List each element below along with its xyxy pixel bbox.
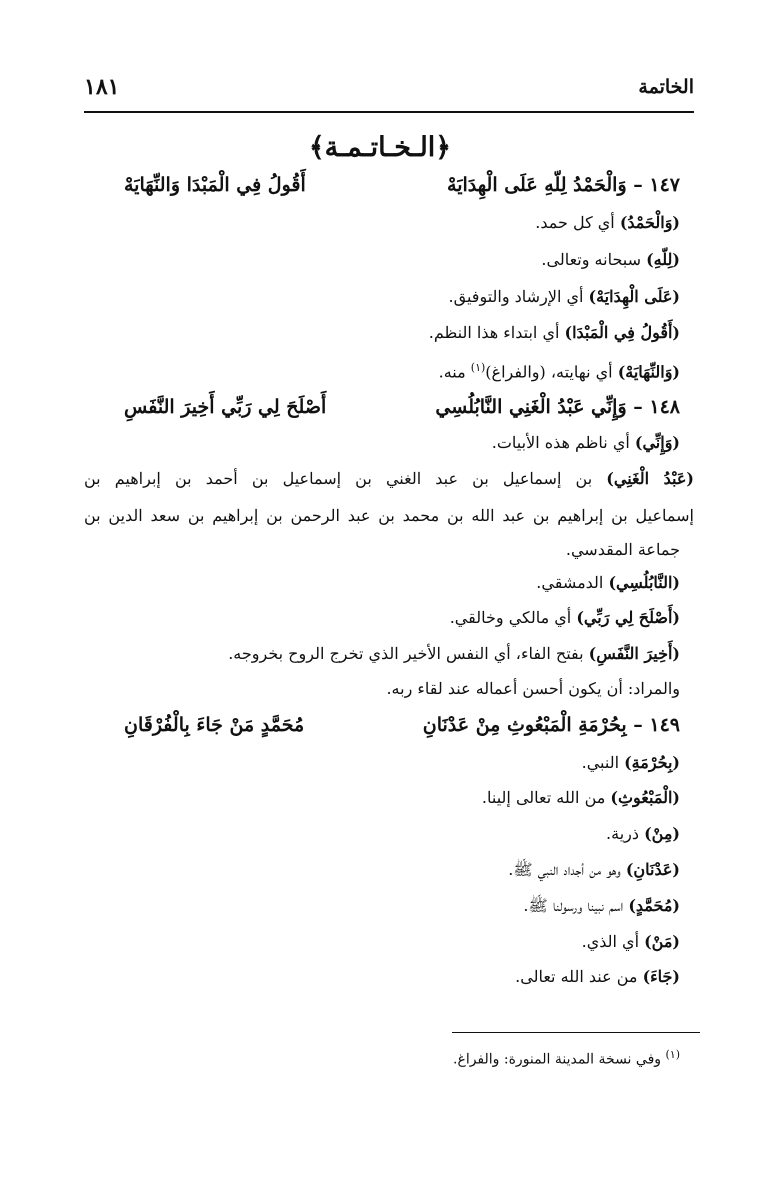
commentary-line [84, 355, 680, 385]
commentary-line [84, 537, 680, 563]
verse-first-hemistich: ١٤٩ – بِحُرْمَةِ الْمَبْعُوثِ مِنْ عَدْنَانِ [422, 714, 680, 736]
commentary-line [84, 284, 680, 310]
commentary-text: سبحانه وتعالى. [541, 250, 647, 269]
commentary-term: (وَالْحَمْدُ) [619, 213, 680, 232]
commentary-line [84, 466, 694, 492]
chapter-title: ﴿الـخـاتـمـة﴾ [308, 132, 452, 163]
commentary-term: (مُحَمَّدٍ) [628, 896, 680, 915]
commentary-text: ذرية. [606, 824, 645, 843]
commentary-term: (أَخِيرَ النَّفَسِ) [588, 644, 680, 663]
commentary-term: (أَصْلَحَ لِي رَبِّي) [576, 608, 680, 627]
commentary-text: إسماعيل بن إبراهيم بن عبد الله بن محمد بن عبد الرحمن بن إبراهيم بن سعد الدين بن [84, 506, 694, 525]
commentary-line [84, 964, 680, 990]
commentary-text: أي نهايته، (والفراغ) [485, 362, 618, 382]
commentary-text: أي الذي. [581, 932, 645, 951]
verse-second-hemistich: أَصْلَحَ لِي رَبِّي أَخِيرَ النَّفَسِ [124, 396, 327, 418]
running-title: الخاتمة [638, 76, 694, 98]
commentary-line [84, 210, 680, 236]
commentary-text: بفتح الفاء، أي النفس الأخير الذي تخرج الروح بخروجه. [228, 644, 589, 663]
footnote-marker: (١) [470, 361, 486, 374]
verse-second-hemistich: أَقُولُ فِي الْمَبْدَا وَالنِّهَايَهْ [124, 174, 306, 196]
verse-first-hemistich: ١٤٧ – وَالْحَمْدُ لِلّهِ عَلَى الْهِدَايَهْ [447, 174, 680, 196]
commentary-term: (مَنْ) [644, 932, 680, 951]
footnote-rule [452, 1032, 700, 1033]
commentary-text: بن إسماعيل بن عبد الغني بن إسماعيل بن أحمد بن إبراهيم بن [84, 469, 607, 488]
header-rule [84, 111, 694, 113]
commentary-text: اسم نبينا ورسولنا ﷺ. [523, 896, 629, 915]
verse-147 [124, 168, 680, 202]
commentary-term: (وَإِنِّي) [634, 433, 680, 452]
footnote-marker: (١) [665, 1048, 680, 1061]
commentary-term: (عَدْنَانِ) [625, 860, 680, 879]
commentary-line [84, 641, 680, 667]
commentary-line [84, 750, 680, 776]
footnote-text: وفي نسخة المدينة المنورة: والفراغ. [453, 1051, 666, 1068]
commentary-line [84, 503, 694, 529]
commentary-line [84, 430, 680, 456]
commentary-term: (وَالنِّهَايَهْ) [617, 362, 680, 382]
commentary-line [84, 570, 680, 596]
commentary-term: (عَلَى الْهِدَايَهْ) [588, 287, 680, 306]
commentary-line [84, 893, 680, 919]
commentary-line [84, 821, 680, 847]
verse-149 [124, 708, 680, 742]
commentary-text: أي كل حمد. [535, 213, 620, 232]
commentary-term: (جَاءَ) [642, 967, 680, 986]
commentary-term: (النَّابُلُسِي) [608, 573, 680, 592]
commentary-text: أي ناظم هذه الأبيات. [491, 433, 635, 452]
commentary-text: والمراد: أن يكون أحسن أعماله عند لقاء ربه. [386, 679, 680, 698]
verse-first-hemistich: ١٤٨ – وَإِنِّي عَبْدُ الْغَنِي النَّابُلُسِي [435, 396, 680, 418]
commentary-text: جماعة المقدسي. [565, 540, 680, 559]
commentary-text: أي ابتداء هذا النظم. [428, 323, 565, 342]
commentary-line [84, 929, 680, 955]
commentary-line [84, 857, 680, 883]
footnote [453, 1044, 680, 1071]
commentary-line [84, 605, 680, 631]
verse-second-hemistich: مُحَمَّدٍ مَنْ جَاءَ بِالْفُرْقَانِ [124, 714, 305, 736]
commentary-text: من الله تعالى إلينا. [481, 788, 611, 807]
commentary-text: أي مالكي وخالقي. [449, 608, 577, 627]
commentary-term: (بِحُرْمَةِ) [624, 753, 680, 772]
commentary-line [84, 247, 680, 273]
commentary-text: الدمشقي. [536, 573, 609, 592]
commentary-text: منه. [438, 362, 471, 382]
commentary-line [84, 320, 680, 346]
commentary-term: (مِنْ) [644, 824, 680, 843]
commentary-text: أي الإرشاد والتوفيق. [448, 287, 589, 306]
page-number: ١٨١ [84, 74, 120, 100]
commentary-line [84, 676, 680, 702]
commentary-term: (الْمَبْعُوثِ) [610, 788, 680, 807]
commentary-term: (عَبْدُ الْغَنِي) [606, 469, 694, 488]
commentary-term: (أَقُولُ فِي الْمَبْدَا) [564, 323, 680, 342]
commentary-term: (لِلّهِ) [646, 250, 680, 269]
commentary-text: وهو من أجداد النبي ﷺ. [508, 860, 626, 879]
commentary-text: النبي. [581, 753, 625, 772]
commentary-text: من عند الله تعالى. [515, 967, 643, 986]
verse-148 [124, 390, 680, 424]
running-head [84, 72, 694, 106]
commentary-line [84, 785, 680, 811]
